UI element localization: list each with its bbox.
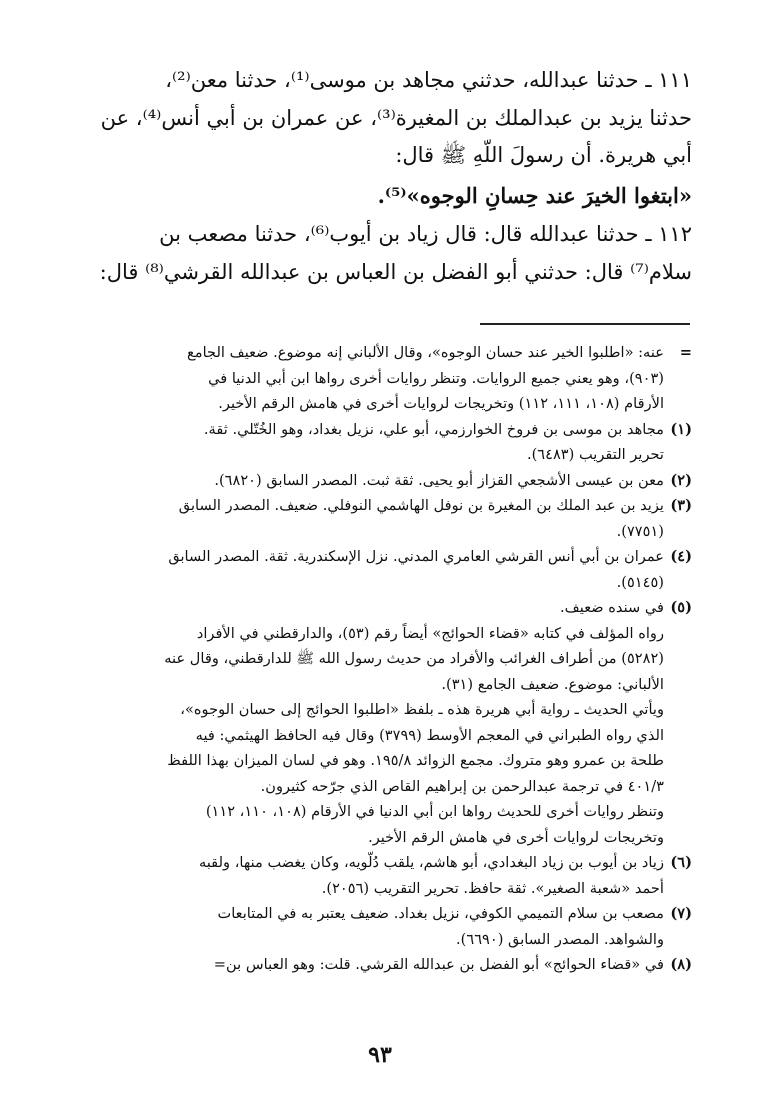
footnote-line: في «قضاء الحوائج» أبو الفضل بن عبدالله القرشي. قلت: وهو العباس بن= xyxy=(213,956,664,973)
footnote-marker: (٧) xyxy=(670,905,692,922)
hadith-112-line-1: ١١٢ ـ حدثنا عبدالله قال: قال زياد بن أيوب⁽⁶⁾، حدثنا مصعب بن xyxy=(159,222,692,246)
footnote-separator xyxy=(480,323,690,325)
hadith-111-line-3: أبي هريرة. أن رسولَ اللّهِ ﷺ قال: xyxy=(395,143,692,167)
footnote-marker: (٦) xyxy=(670,854,692,871)
footnote-marker: (١) xyxy=(670,420,692,438)
footnote xyxy=(70,468,692,494)
footnote-line: (٥١٤٥). xyxy=(616,573,664,591)
page-number: ٩٣ xyxy=(368,1042,392,1068)
footnote-marker: (٣) xyxy=(670,497,692,514)
footnote-line: ٤٠١/٣ في ترجمة عبدالرحمن بن إبراهيم القاص الذي جرّحه كثيرون. xyxy=(260,777,664,795)
footnote-line: عمران بن أبي أنس القرشي العامري المدني. نزل الإسكندرية. ثقة. المصدر السابق xyxy=(168,548,664,565)
footnote-line: (٥٢٨٢) من أطراف الغرائب والأفراد من حديث رسول الله ﷺ للدارقطني، وقال عنه xyxy=(164,650,664,667)
footnote-marker: (٢) xyxy=(670,471,692,489)
footnote-line: وتنظر روايات أخرى للحديث رواها ابن أبي الدنيا في الأرقام (١٠٨، ١١٠، ١١٢) xyxy=(205,803,664,820)
footnote-line: تحرير التقريب (٦٤٨٣). xyxy=(526,446,664,463)
footnote-line: وتخريجات لروايات أخرى في هامش الرقم الأخير. xyxy=(368,828,664,846)
footnote xyxy=(70,417,692,468)
footnote-line: عنه: «اطلبوا الخير عند حسان الوجوه»، وقال الألباني إنه موضوع. ضعيف الجامع xyxy=(187,344,664,361)
footnote-line: مصعب بن سلام التميمي الكوفي، نزيل بغداد. ضعيف يعتبر به في المتابعات xyxy=(217,905,664,922)
footnote-line: زياد بن أيوب بن زياد البغدادي، أبو هاشم، يلقب دُلّويه، وكان يغضب منها، ولقبه xyxy=(198,854,664,871)
main-text xyxy=(70,62,692,291)
footnote xyxy=(70,340,692,417)
hadith-111-line-2: حدثنا يزيد بن عبدالملك بن المغيرة⁽³⁾، عن عمران بن أبي أنس⁽⁴⁾، عن xyxy=(100,105,692,130)
footnote-line: الأرقام (١٠٨، ١١١، ١١٢) وتخريجات لروايات أخرى في هامش الرقم الأخير. xyxy=(218,395,664,412)
footnote-line: الألباني: موضوع. ضعيف الجامع (٣١). xyxy=(441,675,664,693)
footnote-line: الذي رواه الطبراني في المعجم الأوسط (٣٧٩٩) وقال فيه الحافظ الهيثمي: فيه xyxy=(195,726,664,744)
footnote-line: ويأتي الحديث ـ رواية أبي هريرة هذه ـ بلفظ «اطلبوا الحوائج إلى حسان الوجوه»، xyxy=(180,701,664,718)
footnote-line: مجاهد بن موسى بن فروخ الخوارزمي، أبو علي، نزيل بغداد، وهو الخُتّلي. ثقة. xyxy=(203,420,664,438)
footnote-marker: (٥) xyxy=(670,599,692,616)
footnote-line: رواه المؤلف في كتابه «قضاء الحوائج» أيضاً رقم (٥٣)، والدارقطني في الأفراد xyxy=(196,624,664,642)
footnote xyxy=(70,850,692,901)
footnote-line: يزيد بن عبد الملك بن المغيرة بن نوفل الهاشمي النوفلي. ضعيف. المصدر السابق xyxy=(178,497,664,514)
footnote-line: طلحة بن عمرو وهو متروك. مجمع الزوائد ١٩٥/٨. وهو في لسان الميزان بهذا اللفظ xyxy=(167,752,664,769)
footnote xyxy=(70,493,692,544)
footnotes xyxy=(70,340,692,978)
footnote xyxy=(70,952,692,978)
footnote-line: (٧٧٥١). xyxy=(616,522,664,540)
footnote-marker: = xyxy=(679,344,692,361)
hadith-111-line-1: ١١١ ـ حدثنا عبدالله، حدثني مجاهد بن موسى⁽¹⁾، حدثنا معن⁽²⁾، xyxy=(165,68,692,92)
footnote-line: (٩٠٣)، وهو يعني جميع الروايات. وتنظر روايات أخرى رواها ابن أبي الدنيا في xyxy=(208,369,664,387)
footnote xyxy=(70,595,692,850)
footnote-line: معن بن عيسى الأشجعي القزاز أبو يحيى. ثقة ثبت. المصدر السابق (٦٨٢٠). xyxy=(214,471,664,489)
hadith-quote: «ابتغوا الخيرَ عند حِسانِ الوجوه»⁽⁵⁾. xyxy=(377,182,692,208)
footnote-marker: (٨) xyxy=(670,956,692,973)
footnote-marker: (٤) xyxy=(670,548,692,565)
hadith-112-line-2: سلام⁽⁷⁾ قال: حدثني أبو الفضل بن العباس بن عبدالله القرشي⁽⁸⁾ قال: xyxy=(99,259,692,284)
footnote-line: أحمد «شعبة الصغير». ثقة حافظ. تحرير التقريب (٢٠٥٦). xyxy=(321,879,664,897)
footnote xyxy=(70,901,692,952)
footnote-line: والشواهد. المصدر السابق (٦٦٩٠). xyxy=(456,930,664,948)
footnote xyxy=(70,544,692,595)
footnote-line: في سنده ضعيف. xyxy=(560,599,664,616)
